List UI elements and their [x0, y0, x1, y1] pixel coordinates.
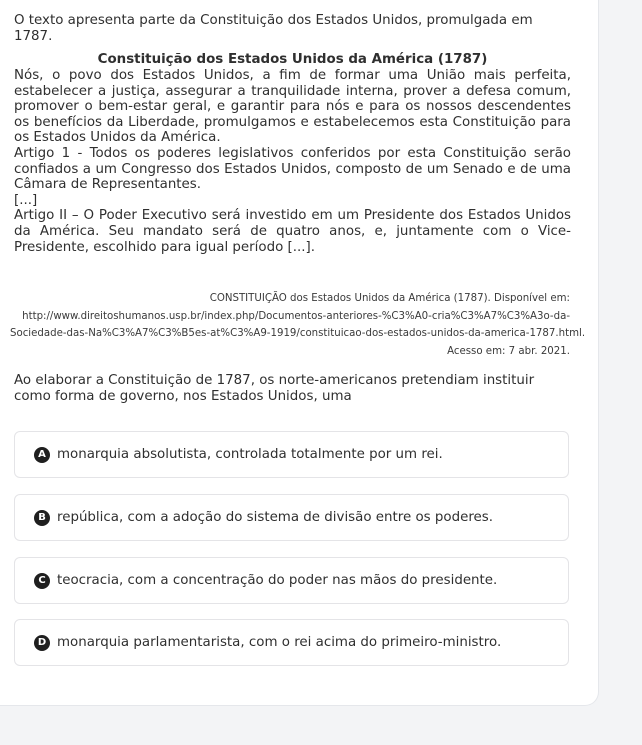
citation-url-line: http://www.direitoshumanos.usp.br/index.php/Documentos-anteriores-%C3%A0-cria%C3%A7%C3%A3o-da- — [22, 310, 570, 322]
article-1-paragraph: Artigo 1 - Todos os poderes legislativos conferidos por esta Constituição serão confiados a um Congresso dos Estados Unidos, composto de um Senado e de uma Câmara de Representantes. — [14, 145, 571, 193]
option-c[interactable] — [14, 557, 569, 604]
option-d[interactable] — [14, 619, 569, 666]
citation-url-line: Sociedade-das-Na%C3%A7%C3%B5es-at%C3%A9-1919/constituicao-dos-estados-unidos-da-america-1787.html. — [10, 328, 586, 339]
option-text: monarquia parlamentarista, com o rei acima do primeiro-ministro. — [57, 635, 502, 650]
option-text: república, com a adoção do sistema de divisão entre os poderes. — [57, 510, 494, 525]
option-text: teocracia, com a concentração do poder nas mãos do presidente. — [57, 573, 498, 588]
question-stem: Ao elaborar a Constituição de 1787, os norte-americanos pretendiam instituir como forma de governo, nos Estados Unidos, uma — [14, 373, 535, 404]
preamble-paragraph: Nós, o povo dos Estados Unidos, a fim de formar uma União mais perfeita, estabelecer a justiça, assegurar a tranquilidade interna, prover a defesa comum, promover o bem-estar geral, e garantir para nós e para os nossos descendentes os benefícios da Liberdade, promulgamos e estabelecemos esta Constituição para os Estados Unidos da América. — [14, 68, 571, 146]
constitution-excerpt — [14, 52, 571, 255]
option-text: monarquia absolutista, controlada totalmente por um rei. — [57, 447, 443, 462]
citation-line: CONSTITUIÇÃO dos Estados Unidos da América (1787). Disponível em: — [209, 293, 570, 304]
excerpt-title: Constituição dos Estados Unidos da América (1787) — [97, 52, 488, 67]
citation-source — [10, 290, 586, 360]
option-letter-badge: D — [34, 635, 50, 651]
option-b[interactable] — [14, 494, 569, 541]
option-letter-badge: C — [34, 573, 50, 589]
option-a[interactable] — [14, 431, 569, 478]
intro-text: O texto apresenta parte da Constituição dos Estados Unidos, promulgada em 1787. — [14, 13, 533, 44]
citation-access-date: Acesso em: 7 abr. 2021. — [447, 345, 570, 357]
option-letter-badge: B — [34, 510, 50, 526]
ellipsis-paragraph: [...] — [14, 192, 38, 208]
option-letter-badge: A — [34, 447, 50, 463]
article-2-paragraph: Artigo II – O Poder Executivo será investido em um Presidente dos Estados Unidos da América. Seu mandato será de quatro anos, e, juntamente com o Vice-Presidente, escolhido para igual período [...]. — [14, 208, 571, 255]
